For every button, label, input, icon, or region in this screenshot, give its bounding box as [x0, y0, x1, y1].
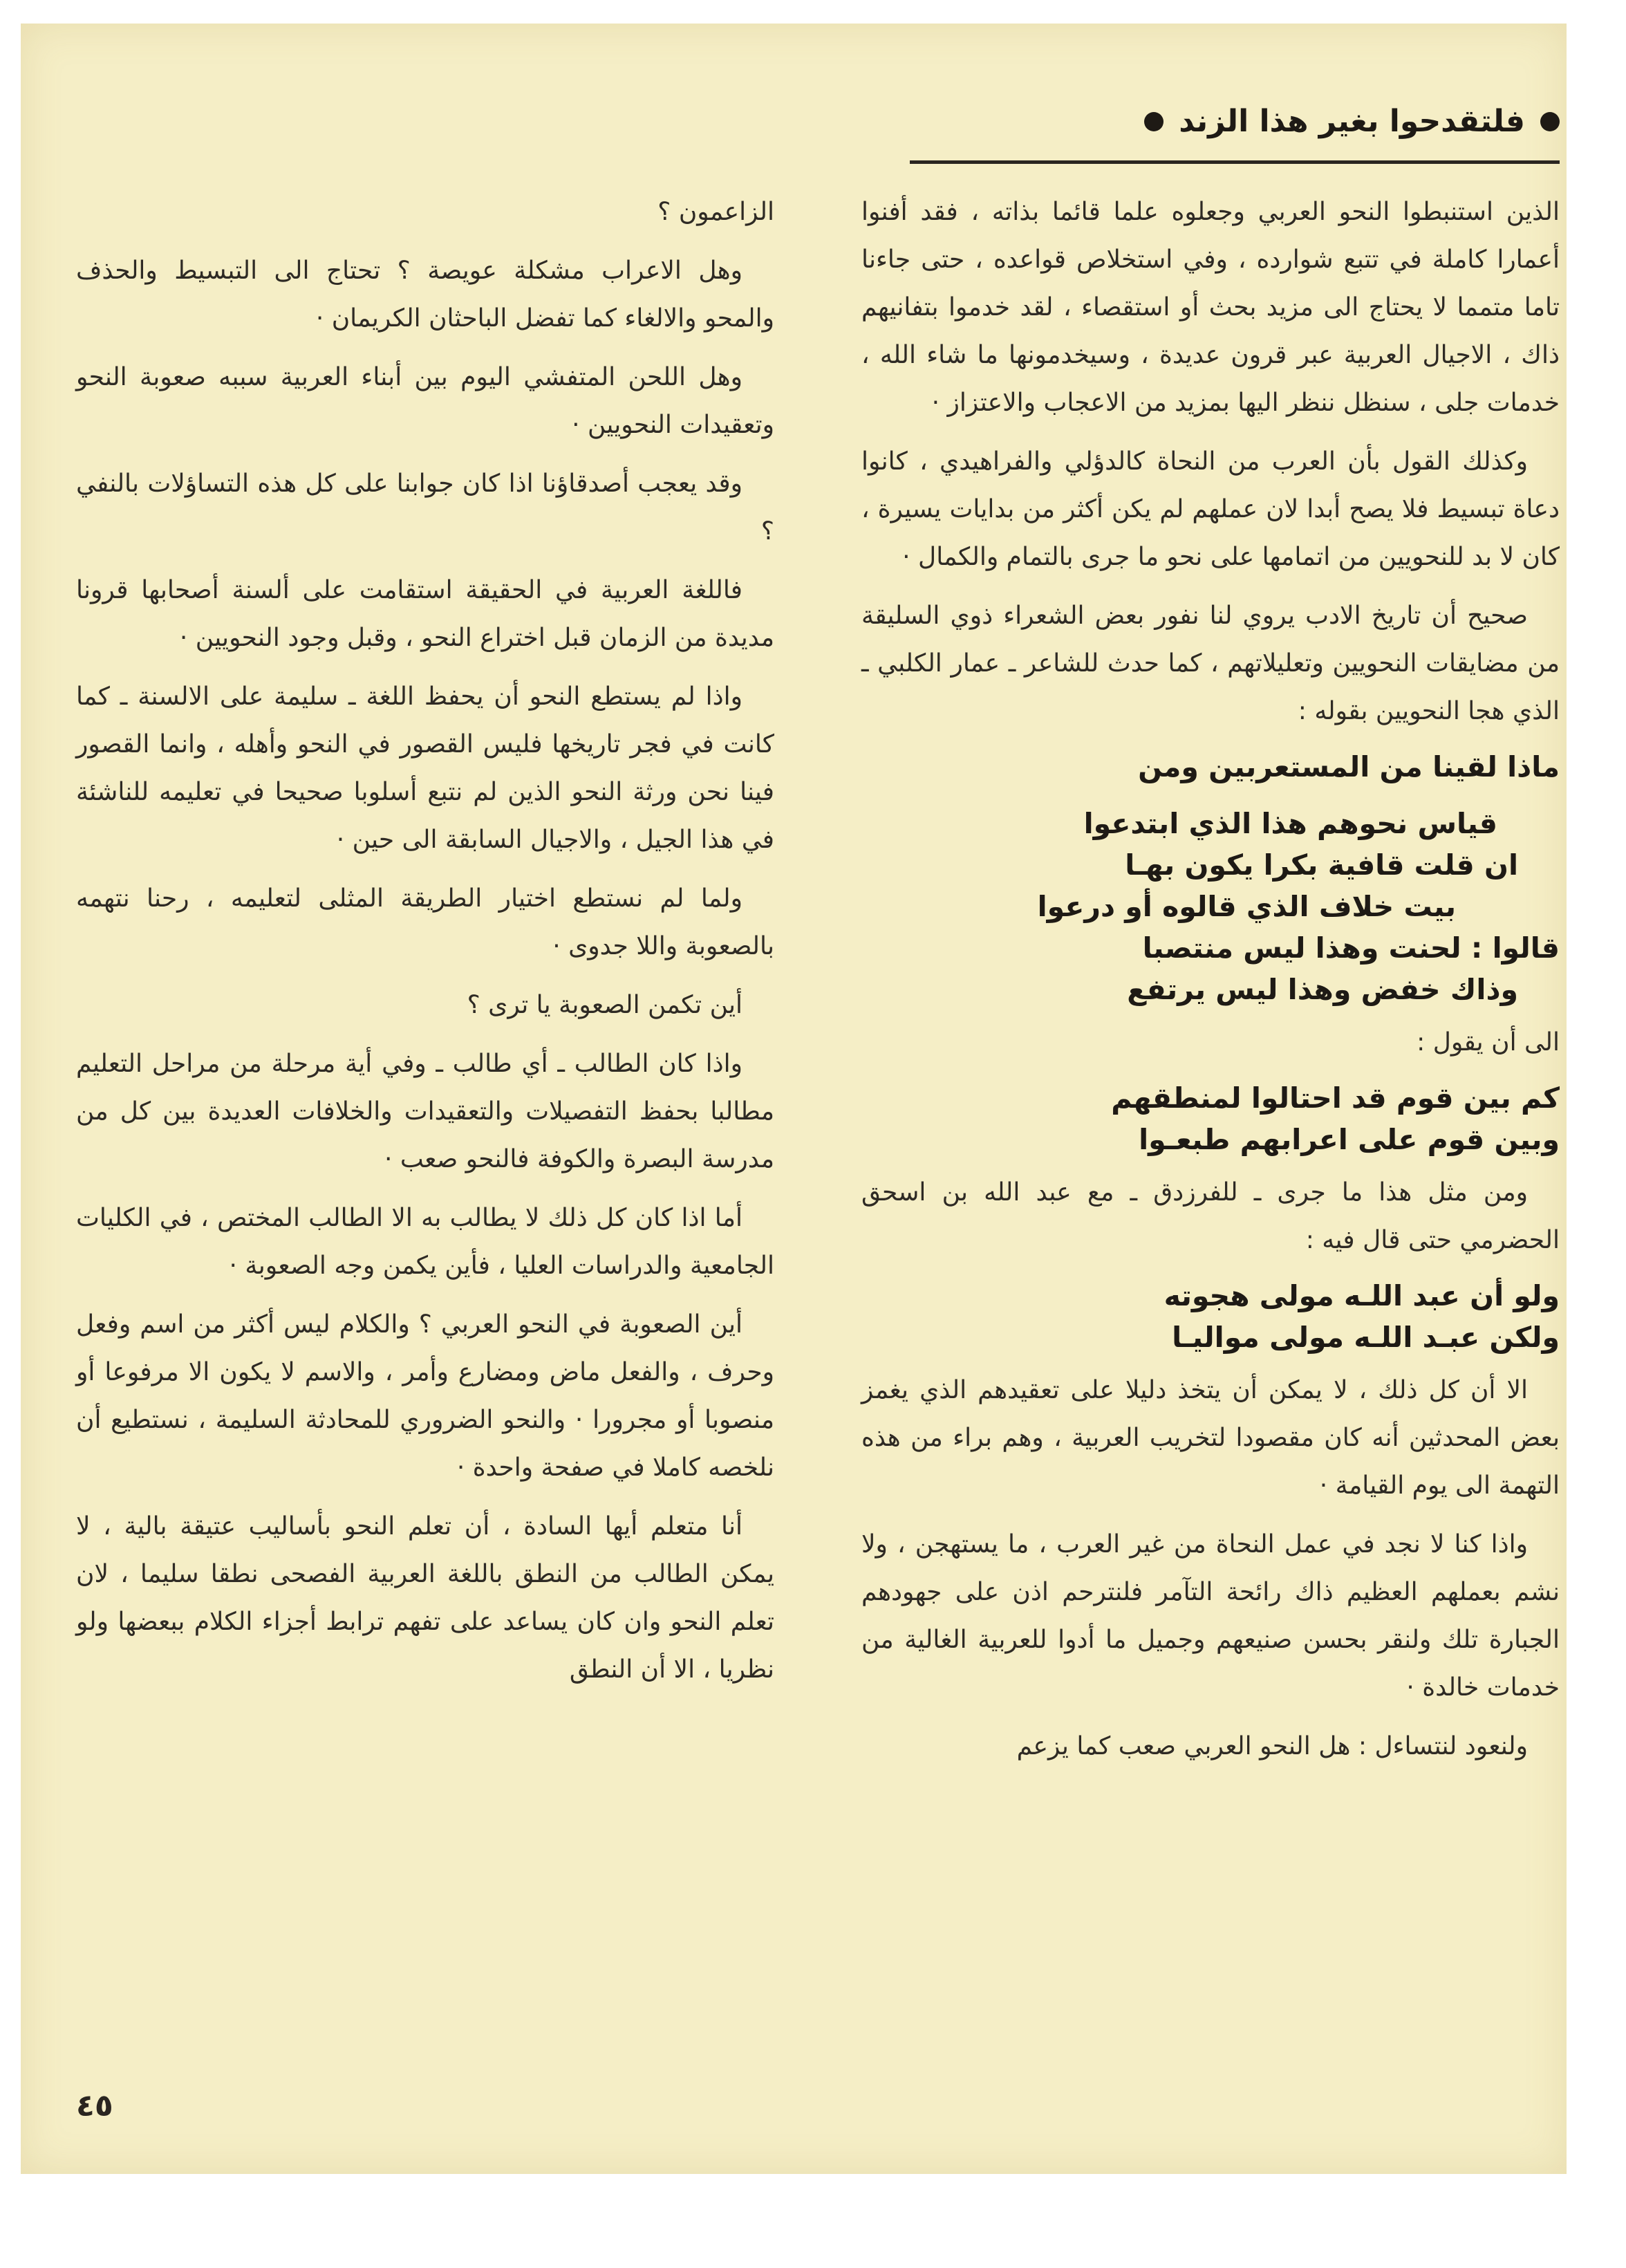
paragraph: الى أن يقول : — [1417, 1028, 1560, 1057]
header-rule — [910, 160, 1560, 164]
paragraph: الزاعمون ؟ — [657, 198, 774, 226]
paragraph: ولما لم نستطع اختيار الطريقة المثلى لتعليمه ، رحنا نتهمه بالصعوبة واللا جدوى · — [76, 884, 774, 960]
poem-verse — [861, 1275, 1560, 1358]
verse-line: ماذا لقينا من المستعربين ومن — [1138, 750, 1560, 783]
paragraph: أين تكمن الصعوبة يا ترى ؟ — [467, 991, 742, 1019]
paragraph: الا أن كل ذلك ، لا يمكن أن يتخذ دليلا على تعقيدهم الذي يغمز بعض المحدثين أنه كان مقصودا لتخريب العربية ، وهم براء من هذه التهمة الى يوم القيامة · — [861, 1376, 1560, 1500]
verse-line: ولكن عبـد اللـه مولى مواليـا — [1172, 1321, 1560, 1354]
paragraph: الذين استنبطوا النحو العربي وجعلوه علما قائما بذاته ، فقد أفنوا أعمارا كاملة في تتبع شوارده ، وفي استخلاص قواعده ، حتى جاءنا تاما متمما لا يحتاج الى مزيد بحث أو استقصاء ، لقد خدموا بتفانيهم ذاك ، الاجيال العربية عبر قرون عديدة ، وسيخدمونها ما شاء الله ، خدمات جلى ، سنظل ننظر اليها بمزيد من الاعجاب والاعتزاز · — [861, 198, 1560, 417]
paragraph: أنا متعلم أيها السادة ، أن تعلم النحو بأساليب عتيقة بالية ، لا يمكن الطالب من النطق باللغة العربية الفصحى نطقا سليما ، لان تعلم النحو وان كان يساعد على تفهم ترابط أجزاء الكلام ببعضها ولو نظريا ، الا أن النطق — [76, 1512, 774, 1684]
paragraph: ومن مثل هذا ما جرى ـ للفرزدق ـ مع عبد الله بن اسحق الحضرمي حتى قال فيه : — [861, 1178, 1560, 1254]
verse-line: وبين قوم على اعرابهم طبعـوا — [1139, 1123, 1560, 1156]
verse-line: ان قلت قافية بكرا يكون بهـا — [1125, 848, 1518, 882]
right-column — [861, 188, 1560, 1781]
paragraph: واذا لم يستطع النحو أن يحفظ اللغة ـ سليمة على الالسنة ـ كما كانت في فجر تاريخها فليس القصور في النحو وأهله ، وانما القصور فينا نحن ورثة النحو الذين لم نتبع أسلوبا صحيحا في تعليمه للناشئة في هذا الجيل ، والاجيال السابقة الى حين · — [76, 682, 774, 854]
verse-line: بيت خلاف الذي قالوه أو درعوا — [1037, 890, 1456, 923]
bullet-icon — [1144, 112, 1164, 131]
paragraph: أين الصعوبة في النحو العربي ؟ والكلام ليس أكثر من اسم وفعل وحرف ، والفعل ماض ومضارع وأمر ، والاسم لا يكون الا مرفوعا أو منصوبا أو مجرورا · والنحو الضروري للمحادثة السليمة ، نستطيع أن نلخصه كاملا في صفحة واحدة · — [76, 1310, 774, 1482]
bullet-icon — [1540, 112, 1560, 131]
article-header — [1144, 104, 1560, 139]
paragraph: فاللغة العربية في الحقيقة استقامت على ألسنة أصحابها قرونا مديدة من الزمان قبل اختراع النحو ، وقبل وجود النحويين · — [76, 576, 774, 652]
paragraph: وكذلك القول بأن العرب من النحاة كالدؤلي والفراهيدي ، كانوا دعاة تبسيط فلا يصح أبدا لان عملهم لم يكن أكثر من بدايات يسيرة ، كان لا بد للنحويين من اتمامها على نحو ما جرى بالتمام والكمال · — [861, 447, 1560, 571]
poem-verse — [861, 746, 1560, 1010]
poem-verse — [861, 1077, 1560, 1160]
verse-line: قياس نحوهم هذا الذي ابتدعوا — [1083, 807, 1497, 840]
left-column — [76, 188, 774, 1704]
paragraph: واذا كان الطالب ـ أي طالب ـ وفي أية مرحلة من مراحل التعليم مطالبا بحفظ التفصيلات والتعقيدات والخلافات العديدة بين كل من مدرسة البصرة والكوفة فالنحو صعب · — [76, 1050, 774, 1173]
paragraph: صحيح أن تاريخ الادب يروي لنا نفور بعض الشعراء ذوي السليقة من مضايقات النحويين وتعليلاتهم ، كما حدث للشاعر ـ عمار الكلبي ـ الذي هجا النحويين بقوله : — [861, 602, 1560, 725]
paragraph: أما اذا كان كل ذلك لا يطالب به الا الطالب المختص ، في الكليات الجامعية والدراسات العليا ، فأين يكمن وجه الصعوبة · — [76, 1204, 774, 1280]
paragraph: واذا كنا لا نجد في عمل النحاة من غير العرب ، ما يستهجن ، ولا نشم بعملهم العظيم ذاك رائحة التآمر فلنترحم اذن على جهودهم الجبارة تلك ولنقر بحسن صنيعهم وجميل ما أدوا للعربية الغالية من خدمات خالدة · — [861, 1530, 1560, 1702]
verse-line: وذاك خفض وهذا ليس يرتفع — [1127, 973, 1518, 1006]
verse-line: قالوا : لحنت وهذا ليس منتصبا — [1142, 931, 1560, 965]
paragraph: وهل اللحن المتفشي اليوم بين أبناء العربية سببه صعوبة النحو وتعقيدات النحويين · — [76, 363, 774, 439]
page-number: ٤٥ — [76, 2088, 113, 2123]
article-title: فلتقدحوا بغير هذا الزند — [1179, 104, 1525, 139]
verse-line: كم بين قوم قد احتالوا لمنطقهم — [1111, 1081, 1560, 1115]
paragraph: ولنعود لنتساءل : هل النحو العربي صعب كما يزعم — [1016, 1732, 1528, 1760]
verse-line: ولو أن عبد اللـه مولى هجوته — [1164, 1279, 1560, 1312]
paragraph: وقد يعجب أصدقاؤنا اذا كان جوابنا على كل هذه التساؤلات بالنفي ؟ — [76, 470, 774, 546]
paragraph: وهل الاعراب مشكلة عويصة ؟ تحتاج الى التبسيط والحذف والمحو والالغاء كما تفضل الباحثان الكريمان · — [76, 257, 774, 333]
